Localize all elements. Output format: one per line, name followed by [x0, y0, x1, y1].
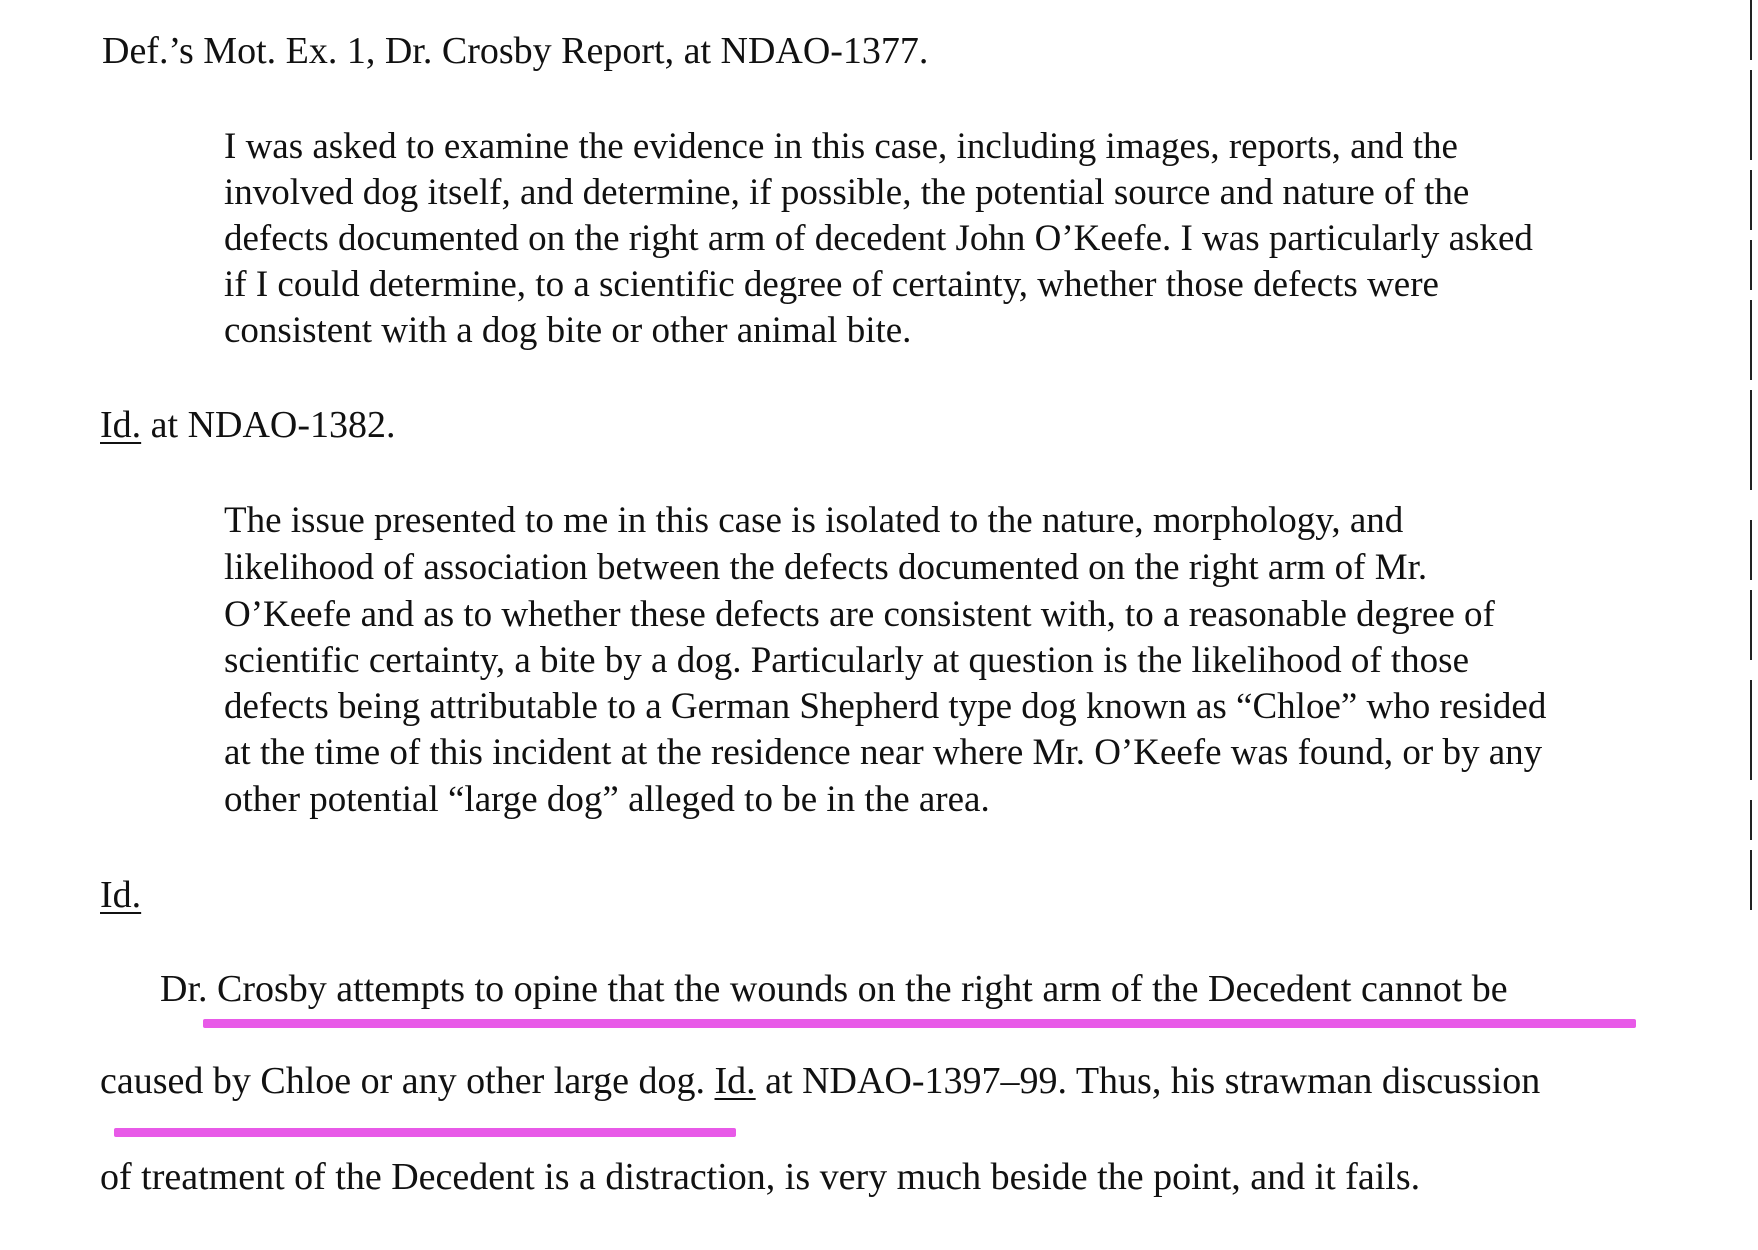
- quote-2-line-4: scientific certainty, a bite by a dog. Particularly at question is the likelihood of those: [224, 640, 1469, 681]
- citation-pin: at NDAO-1382.: [141, 404, 396, 446]
- quote-2-line-3: O’Keefe and as to whether these defects are consistent with, to a reasonable degree of: [224, 594, 1495, 635]
- quote-1-line-4: if I could determine, to a scientific degree of certainty, whether those defects were: [224, 264, 1439, 305]
- quote-1-line-2: involved dog itself, and determine, if possible, the potential source and nature of the: [224, 172, 1470, 213]
- body-line-2: [100, 1058, 1540, 1104]
- quote-1-line-3: defects documented on the right arm of decedent John O’Keefe. I was particularly asked: [224, 218, 1533, 259]
- id-signal: Id.: [714, 1060, 756, 1102]
- quote-2-line-7: other potential “large dog” alleged to be in the area.: [224, 779, 990, 820]
- body-line-2-cite: at NDAO-1397–99. Thus, his strawman discussion: [755, 1060, 1541, 1102]
- id-signal: Id.: [100, 404, 142, 446]
- body-line-1: Dr. Crosby attempts to opine that the wounds on the right arm of the Decedent cannot be: [160, 968, 1508, 1010]
- quote-2-line-1: The issue presented to me in this case is isolated to the nature, morphology, and: [224, 500, 1404, 541]
- body-line-3: of treatment of the Decedent is a distraction, is very much beside the point, and it fails.: [100, 1156, 1421, 1198]
- quote-2-line-5: defects being attributable to a German Shepherd type dog known as “Chloe” who resided: [224, 686, 1547, 727]
- highlight-underline-2: [114, 1128, 736, 1137]
- id-signal: Id.: [100, 874, 142, 916]
- scan-edge-marks: [1744, 0, 1758, 1250]
- citation-crosby-report: Def.’s Mot. Ex. 1, Dr. Crosby Report, at NDAO-1377.: [102, 30, 929, 72]
- citation-id: [100, 872, 141, 918]
- highlight-underline-1: [203, 1019, 1636, 1028]
- quote-1-line-5: consistent with a dog bite or other animal bite.: [224, 310, 912, 351]
- quote-1-line-1: I was asked to examine the evidence in this case, including images, reports, and the: [224, 126, 1458, 167]
- citation-id-ndao-1382: [100, 402, 396, 448]
- quote-2-line-2: likelihood of association between the defects documented on the right arm of Mr.: [224, 547, 1428, 588]
- body-line-2-text: caused by Chloe or any other large dog.: [100, 1060, 715, 1102]
- quote-2-line-6: at the time of this incident at the residence near where Mr. O’Keefe was found, or by any: [224, 732, 1543, 773]
